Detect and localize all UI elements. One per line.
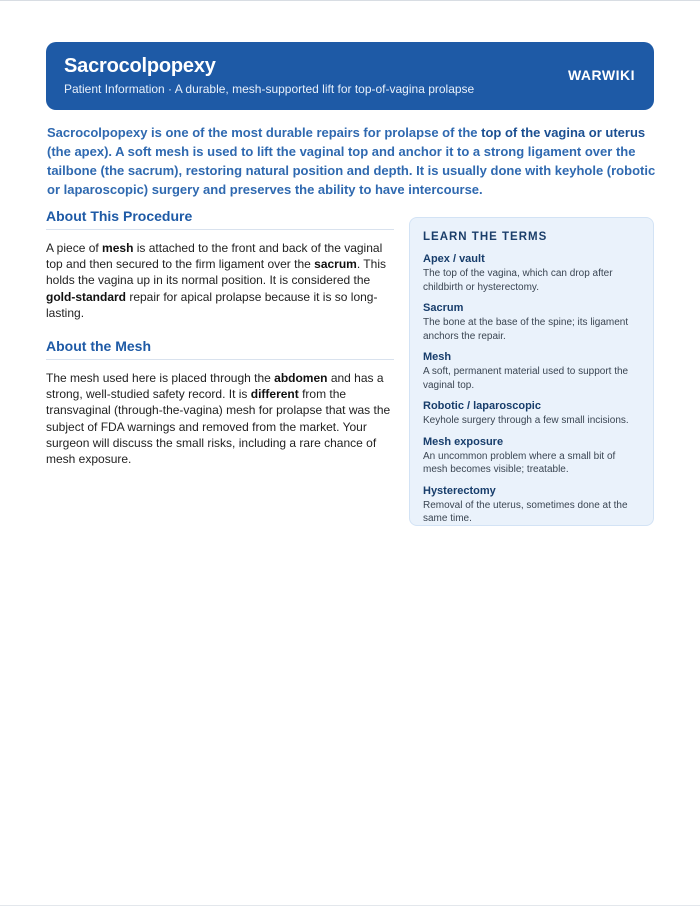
glossary-term: Apex / vault	[423, 253, 485, 265]
lead-text: Sacrocolpopexy is one of the most durable repairs for prolapse of the	[47, 125, 482, 140]
page-top-border	[0, 0, 700, 1]
section-heading-procedure: About This Procedure	[46, 207, 394, 230]
body-emphasis: gold-standard	[46, 289, 126, 304]
body-text: repair for apical prolapse because it is so long-lasting.	[46, 289, 378, 320]
glossary-box	[409, 217, 654, 526]
lead-paragraph	[47, 123, 659, 199]
body-text: is attached to the front and back of the vaginal top and then secured to the firm ligament over the	[46, 241, 383, 272]
section-body-mesh	[46, 370, 394, 467]
glossary-item	[423, 301, 641, 343]
lead-text: (the apex). A soft mesh is used to lift the vaginal top and anchor it to a strong ligament over the tailbone (the sacrum), restoring natural position and depth. It is usually done with keyhole (robotic or laparoscopic) surgery and preserves the ability to have intercourse.	[47, 144, 656, 197]
glossary-definition: The bone at the base of the spine; its ligament anchors the repair.	[423, 317, 629, 342]
lead-emphasis: top of the vagina or uterus	[481, 125, 646, 140]
body-emphasis: different	[250, 387, 299, 402]
body-emphasis: sacrum	[314, 257, 357, 272]
glossary-term: Mesh exposure	[423, 435, 504, 448]
glossary-item	[423, 252, 641, 294]
section-heading-mesh: About the Mesh	[46, 337, 394, 360]
main-content	[46, 207, 394, 483]
body-text: The mesh used here is placed through the	[46, 371, 275, 386]
body-text: . This holds the vagina up in its normal position. It is considered the	[46, 257, 386, 288]
page-subtitle: Patient Information · A durable, mesh-supported lift for top-of-vagina prolapse	[64, 82, 475, 96]
header-banner	[46, 42, 654, 110]
glossary-item	[423, 484, 641, 526]
body-emphasis: mesh	[102, 241, 134, 255]
section-body-procedure	[46, 240, 394, 321]
glossary-definition: The top of the vagina, which can drop after childbirth or hysterectomy.	[423, 268, 613, 293]
glossary-term: Mesh	[423, 351, 452, 363]
body-text: A piece of	[46, 241, 103, 255]
glossary-term: Robotic / laparoscopic	[423, 400, 541, 412]
glossary-definition: Keyhole surgery through a few small incisions.	[423, 415, 629, 426]
glossary-item	[423, 350, 641, 392]
glossary-definition: A soft, permanent material used to support the vaginal top.	[423, 366, 629, 391]
glossary-heading: LEARN THE TERMS	[423, 231, 548, 243]
body-text: and has a strong, well-studied safety record. It is	[46, 371, 384, 402]
glossary-definition: An uncommon problem where a small bit of mesh becomes visible; treatable.	[423, 450, 616, 475]
body-text: from the transvaginal (through-the-vagina) mesh for prolapse that was the subject of FDA warnings and removed from the market. Your surgeon will discuss the small risks, including a rare chance of mesh exposure.	[46, 387, 391, 467]
page-title: Sacrocolpopexy	[64, 55, 216, 77]
glossary-term: Sacrum	[423, 302, 464, 314]
brand-logo: WARWIKI	[567, 67, 635, 83]
glossary-item	[423, 435, 641, 477]
glossary-item	[423, 399, 641, 428]
body-emphasis: abdomen	[274, 371, 328, 386]
glossary-term: Hysterectomy	[423, 484, 496, 497]
glossary-definition: Removal of the uterus, sometimes done at the same time.	[423, 499, 628, 524]
